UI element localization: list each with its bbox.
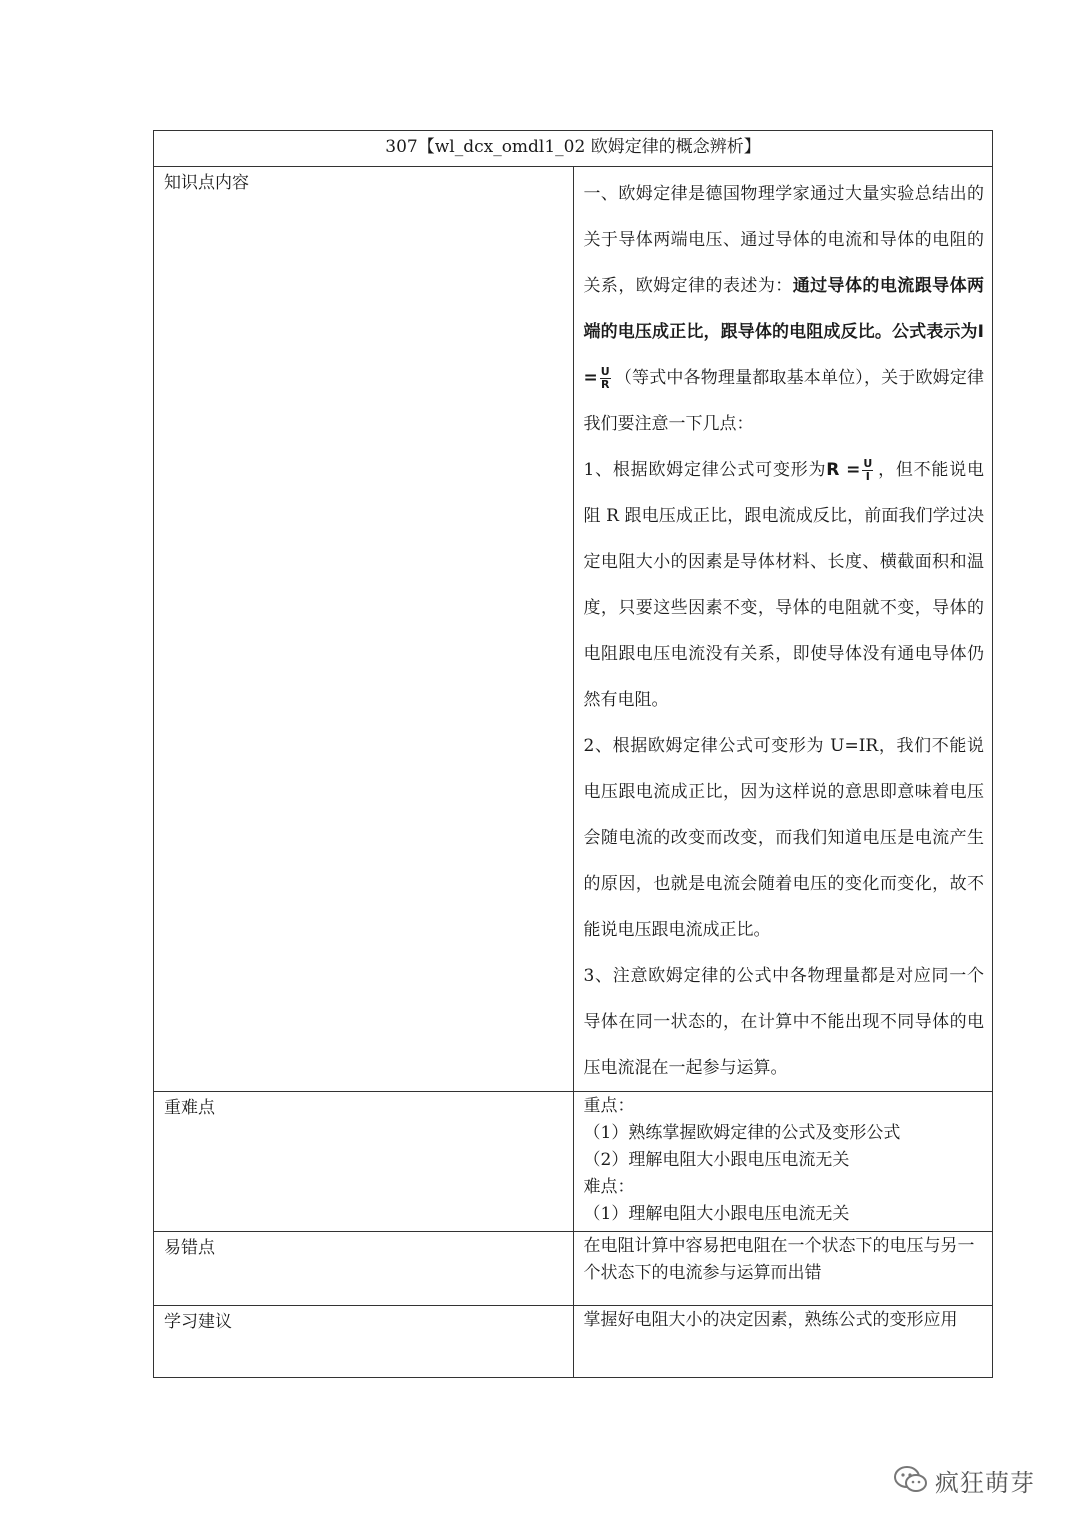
formula-fraction: $\frac{U}{R}$ [600,365,610,391]
intro-emphasis: 通过导体的电流跟导体两端的电压成正比，跟导体的电阻成反比。公式表示为I = [583,276,985,388]
knowledge-content [573,167,993,1092]
key-line: 难点： [583,1177,635,1197]
knowledge-table [153,130,993,1378]
intro-paragraph [584,171,985,447]
row-label-knowledge: 知识点内容 [154,167,574,1092]
advice-content [573,1306,993,1378]
mistakes-text: 在电阻计算中容易把电阻在一个状态下的电压与另一个状态下的电流参与运算而出错 [583,1236,975,1283]
formula-lhs: I = [583,322,984,388]
key-line: 重点： [583,1096,635,1116]
mistakes-content [573,1232,993,1306]
point-2: 2、根据欧姆定律公式可变形为 U=IR，我们不能说电压跟电流成正比，因为这样说的意思即意味着电压会随电流的改变而改变，而我们知道电压是电流产生的原因，也就是电流会随着电压的变化而变化，故不能说电压跟电流成正比。 [583,736,984,940]
key-line: （2）理解电阻大小跟电压电流无关 [583,1150,850,1170]
row-label-advice: 学习建议 [154,1306,574,1378]
row-label-mistakes: 易错点 [154,1232,574,1306]
key-points-content [573,1092,993,1232]
watermark-text: 疯狂萌芽 [935,1468,1035,1497]
wechat-icon [893,1465,929,1495]
key-line: （1）理解电阻大小跟电压电流无关 [583,1204,850,1224]
advice-text: 掌握好电阻大小的决定因素，熟练公式的变形应用 [583,1310,958,1330]
row-label-key-points: 重难点 [154,1092,574,1232]
point-1: 1、根据欧姆定律公式可变形为R = $\frac{U}{I}$ ，但不能说电阻 R 跟电压成正比，跟电流成反比，前面我们学过决定电阻大小的因素是导体材料、长度、横截面积和温度，只要这些因素不变，导体的电阻就不变，导体的电阻跟电压电流没有关系，即使导体没有通电导体仍然有电阻。 [583,457,984,710]
point-3: 3、注意欧姆定律的公式中各物理量都是对应同一个导体在同一状态的，在计算中不能出现不同导体的电压电流混在一起参与运算。 [583,966,984,1078]
watermark [893,1460,1035,1500]
formula-r-fraction: $\frac{U}{I}$ [863,457,873,483]
key-line: （1）熟练掌握欧姆定律的公式及变形公式 [583,1123,901,1143]
intro-text-2: （等式中各物理量都取基本单位），关于欧姆定律我们要注意一下几点： [583,368,984,434]
table-title: 307【wl_dcx_omdl1_02 欧姆定律的概念辨析】 [154,131,993,167]
intro-text: 一、欧姆定律是德国物理学家通过大量实验总结出的关于导体两端电压、通过导体的电流和导体的电阻的关系，欧姆定律的表述为： [583,184,984,296]
formula-r-lhs: R = [826,460,861,480]
